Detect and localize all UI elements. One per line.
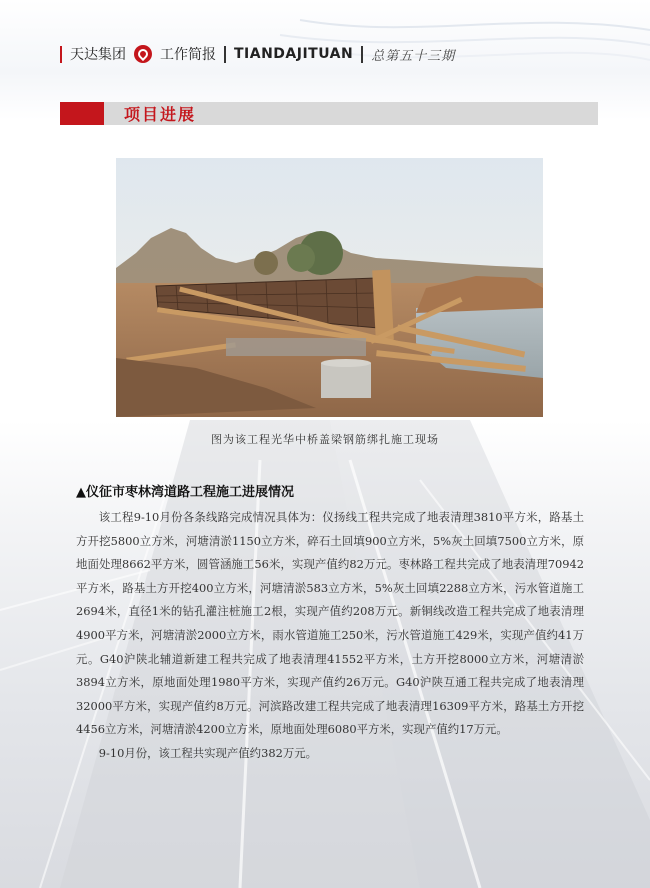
- page-header: [60, 44, 455, 64]
- company-logo-icon: [134, 45, 152, 63]
- brand-name: TIANDAJITUAN: [234, 46, 354, 62]
- photo-caption: 图为该工程光华中桥盖梁钢筋绑扎施工现场: [211, 433, 439, 446]
- section-title: 项目进展: [124, 105, 197, 124]
- header-divider: [224, 46, 226, 63]
- construction-photo: [116, 158, 543, 417]
- article-paragraph: 该工程9-10月份各条线路完成情况具体为：仪扬线工程共完成了地表清理3810平方米，路基土方开挖5800立方米，河塘清淤1150立方米，碎石土回填900立方米，5%灰土回填7500立方米，原地面处理8662平方米，圆管涵施工56米，实现产值约82万元。枣林路工程共完成了地表清理70942平方米，路基土方开挖400立方米，河塘清淤583立方米，5%灰土回填2288立方米，污水管道施工2694米，直径1米的钻孔灌注桩施工2根，实现产值约208万元。新铜线改造工程共完成了地表清理4900平方米，河塘清淤2000立方米，雨水管道施工250米，污水管道施工429米，实现产值约41万元。G40沪陕北辅道新建工程共完成了地表清理41552平方米，土方开挖8000立方米，河塘清淤3894立方米，原地面处理1980平方米，实现产值约26万元。G40沪陕互通工程共完成了地表清理32000平方米，实现产值约8万元。河滨路改建工程共完成了地表清理16309平方米，路基土方开挖4456立方米，河塘清淤4200立方米，原地面处理6080平方米，实现产值约17万元。: [76, 510, 584, 737]
- construction-site-image: [116, 158, 543, 417]
- company-name: 天达集团: [70, 47, 126, 63]
- section-accent-block: [60, 102, 104, 125]
- section-header: [60, 102, 598, 125]
- article-paragraph: 9-10月份，该工程共实现产值约382万元。: [98, 745, 317, 760]
- header-divider: [361, 46, 363, 63]
- article-body: [76, 506, 584, 766]
- header-divider: [60, 46, 62, 63]
- issue-number: 总第五十三期: [371, 48, 456, 64]
- article-title: ▲仪征市枣林湾道路工程施工进展情况: [76, 485, 294, 500]
- publication-name: 工作简报: [160, 47, 216, 63]
